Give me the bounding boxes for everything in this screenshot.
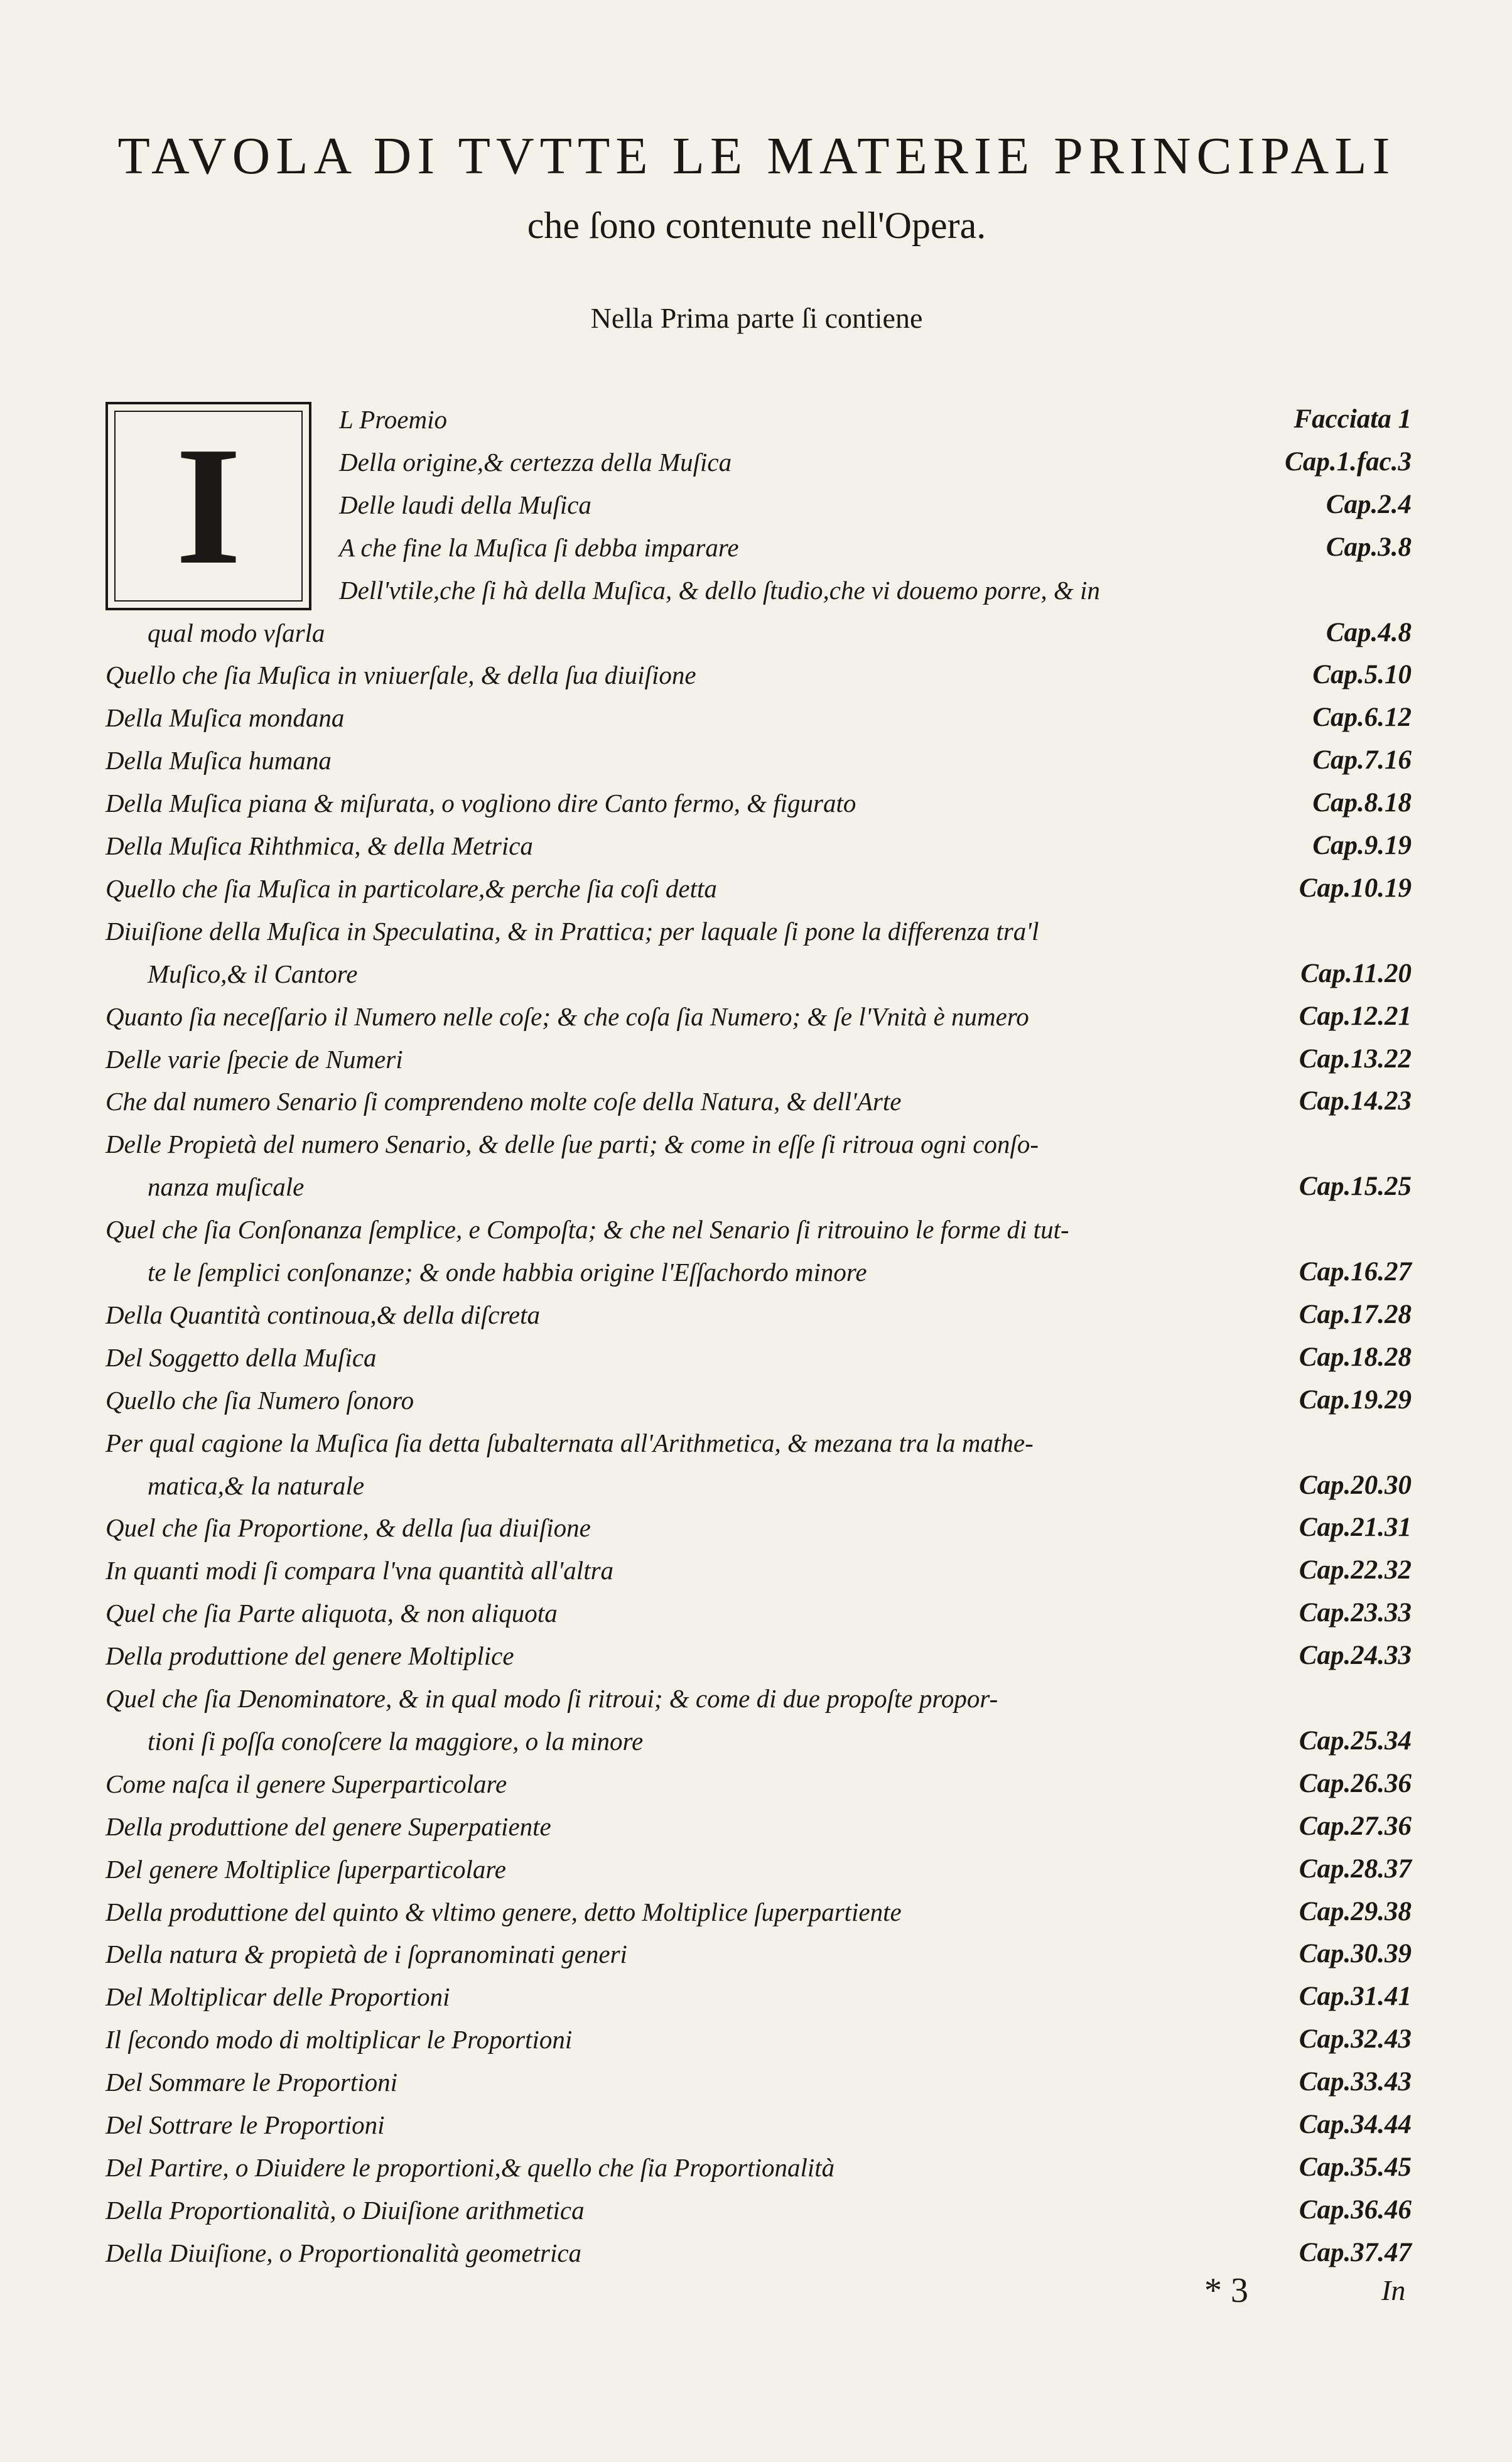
toc-entry-title: Della produttione del genere Superpatiente	[105, 1812, 551, 1841]
toc-entry-ref: Cap.1.fac.3	[1285, 447, 1412, 477]
toc-entry	[105, 784, 1412, 822]
toc-entry-ref: Cap.5.10	[1312, 660, 1412, 689]
toc-entry	[105, 1680, 1412, 1717]
toc-entry-title: Diuiſione della Muſica in Speculatina, & in Prattica; per laquale ſi pone la differenza tra'l	[105, 917, 1039, 946]
toc-entry-ref: Cap.23.33	[1299, 1598, 1412, 1628]
toc-entry-ref: Cap.26.36	[1299, 1769, 1412, 1798]
toc-entry	[105, 827, 1412, 865]
toc-entry-title: te le ſemplici conſonanze; & onde habbia origine l'Eſſachordo minore	[148, 1258, 867, 1287]
toc-entry-title: Quel che ſia Parte aliquota, & non aliquota	[105, 1599, 558, 1628]
toc-entry-title: Della origine,& certezza della Muſica	[339, 448, 732, 477]
toc-entry-title: Della produttione del quinto & vltimo genere, detto Moltiplice ſuperpartiente	[105, 1898, 902, 1926]
toc-entry-title: Quello che ſia Numero ſonoro	[105, 1386, 414, 1415]
toc-entry-title: nanza muſicale	[148, 1172, 305, 1201]
toc-entry-ref: Cap.32.43	[1299, 2024, 1412, 2054]
toc-entry	[105, 912, 1412, 950]
toc-entry-title: Del Moltiplicar delle Proportioni	[105, 1982, 450, 2011]
toc-entry	[105, 1509, 1412, 1547]
toc-entry-title: Del Sottrare le Proportioni	[105, 2110, 385, 2139]
toc-entry	[105, 2234, 1412, 2272]
toc-entry-title: Muſico,& il Cantore	[148, 959, 358, 988]
toc-entry-ref: Cap.18.28	[1299, 1342, 1412, 1372]
toc-entry-ref: Cap.36.46	[1299, 2195, 1412, 2225]
toc-entry	[105, 1424, 1412, 1462]
toc-entry-ref: Cap.9.19	[1312, 831, 1412, 860]
toc-entry	[339, 571, 1412, 609]
toc-entry-title: Delle varie ſpecie de Numeri	[105, 1045, 403, 1074]
toc-entry-title: Della Muſica Rihthmica, & della Metrica	[105, 831, 533, 860]
toc-entry	[339, 401, 1412, 438]
toc-entry-title: Come naſca il genere Superparticolare	[105, 1769, 507, 1798]
toc-entry	[148, 1253, 1412, 1291]
toc-entry-title: Della Proportionalità, o Diuiſione arithmetica	[105, 2196, 585, 2225]
toc-entry-ref: Cap.19.29	[1299, 1385, 1412, 1415]
toc-entry-ref: Cap.33.43	[1299, 2067, 1412, 2097]
catchword: In	[1381, 2274, 1406, 2306]
toc-entry	[105, 656, 1412, 694]
signature-mark: * 3	[1204, 2271, 1248, 2310]
toc-entry	[105, 1594, 1412, 1632]
toc-entry-title: Quel che ſia Proportione, & della ſua diuiſione	[105, 1513, 591, 1542]
toc-entry-title: Che dal numero Senario ſi comprendeno molte coſe della Natura, & dell'Arte	[105, 1087, 902, 1116]
toc-entry-title: Quello che ſia Muſica in particolare,& perche ſia coſi detta	[105, 874, 717, 903]
page-title: TAVOLA DI TVTTE LE MATERIE PRINCIPALI	[117, 127, 1396, 185]
toc-entry	[105, 1850, 1412, 1888]
toc-entry-title: Per qual cagione la Muſica ſia detta ſubalternata all'Arithmetica, & mezana tra la mathe-	[105, 1428, 1034, 1457]
toc-entry	[105, 1040, 1412, 1078]
toc-entry-ref: Cap.22.32	[1299, 1555, 1412, 1585]
toc-entry	[105, 870, 1412, 907]
toc-entry-title: Del Sommare le Proportioni	[105, 2068, 397, 2097]
toc-entry	[339, 443, 1412, 481]
toc-entry-ref: Cap.24.33	[1299, 1641, 1412, 1670]
toc-entry-title: A che fine la Muſica ſi debba imparare	[339, 533, 739, 562]
toc-entry	[105, 1765, 1412, 1803]
toc-entry-title: Del Soggetto della Muſica	[105, 1343, 377, 1372]
toc-entry	[105, 1637, 1412, 1675]
toc-entry-ref: Cap.8.18	[1312, 788, 1412, 818]
toc-entry	[105, 998, 1412, 1035]
toc-entry-ref: Cap.29.38	[1299, 1897, 1412, 1926]
toc-entry-title: matica,& la naturale	[148, 1471, 365, 1500]
toc-entry-title: Quel che ſia Conſonanza ſemplice, e Compoſta; & che nel Senario ſi ritrouino le forme di tut-	[105, 1215, 1069, 1244]
toc-entry	[105, 2191, 1412, 2229]
toc-entry	[148, 955, 1412, 993]
toc-entry-ref: Cap.12.21	[1299, 1002, 1412, 1031]
toc-entry	[148, 1467, 1412, 1504]
toc-entry	[105, 1935, 1412, 1973]
toc-entry-title: Delle laudi della Muſica	[339, 490, 591, 519]
toc-entry-ref: Cap.13.22	[1299, 1044, 1412, 1074]
section-heading: Nella Prima parte ſi contiene	[590, 302, 923, 334]
toc-entry-title: Della produttione del genere Moltiplice	[105, 1641, 514, 1670]
toc-entry-title: Della Diuiſione, o Proportionalità geometrica	[105, 2238, 582, 2267]
toc-entry-title: Quello che ſia Muſica in vniuerſale, & della ſua diuiſione	[105, 661, 696, 689]
toc-entry-ref: Cap.7.16	[1312, 745, 1412, 775]
toc-entry-ref: Cap.15.25	[1299, 1172, 1412, 1201]
toc-entry-ref: Cap.28.37	[1299, 1854, 1412, 1884]
toc-entry-title: Delle Propietà del numero Senario, & delle ſue parti; & come in eſſe ſi ritroua ogni conſo-	[105, 1130, 1039, 1158]
toc-entry-title: Del Partire, o Diuidere le proportioni,& quello che ſia Proportionalità	[105, 2153, 835, 2182]
toc-entry-ref: Cap.4.8	[1326, 618, 1412, 647]
toc-entry-ref: Facciata 1	[1293, 404, 1412, 434]
toc-entry	[105, 1552, 1412, 1589]
toc-entry-title: tioni ſi poſſa conoſcere la maggiore, o la minore	[148, 1727, 644, 1756]
toc-entry	[105, 1083, 1412, 1120]
toc-entry-title: Del genere Moltiplice ſuperparticolare	[105, 1855, 506, 1884]
toc-entry	[339, 529, 1412, 566]
toc-entry	[105, 1381, 1412, 1419]
toc-entry-title: Il ſecondo modo di moltiplicar le Proportioni	[105, 2025, 573, 2054]
toc-entry-ref: Cap.37.47	[1299, 2238, 1412, 2267]
toc-entry-ref: Cap.16.27	[1299, 1257, 1412, 1287]
toc-entry-title: Dell'vtile,che ſi hà della Muſica, & dello ſtudio,che vi douemo porre, & in	[339, 576, 1100, 605]
toc-entry	[105, 2063, 1412, 2101]
toc-entry	[105, 1893, 1412, 1931]
toc-entry-ref: Cap.17.28	[1299, 1300, 1412, 1329]
toc-entry-ref: Cap.30.39	[1299, 1939, 1412, 1968]
toc-entry	[105, 1339, 1412, 1376]
toc-entry-title: Quel che ſia Denominatore, & in qual modo ſi ritroui; & come di due propoſte propor-	[105, 1684, 998, 1713]
toc-entry-ref: Cap.31.41	[1299, 1982, 1412, 2011]
toc-entry-ref: Cap.6.12	[1312, 703, 1412, 732]
toc-entry-ref: Cap.10.19	[1299, 873, 1412, 903]
toc-entry	[105, 1211, 1412, 1248]
toc-entry-ref: Cap.21.31	[1299, 1513, 1412, 1542]
toc-entry-ref: Cap.20.30	[1299, 1471, 1412, 1500]
toc-entry-title: Quanto ſia neceſſario il Numero nelle coſe; & che coſa ſia Numero; & ſe l'Vnità è numero	[105, 1002, 1029, 1031]
toc-entry-ref: Cap.11.20	[1300, 959, 1412, 988]
toc-entry	[105, 742, 1412, 779]
toc-entry	[105, 1808, 1412, 1845]
toc-entry-title: Della Muſica piana & miſurata, o vogliono dire Canto fermo, & figurato	[105, 789, 856, 818]
toc-entry	[148, 1722, 1412, 1760]
toc-entry-title: In quanti modi ſi compara l'vna quantità all'altra	[105, 1556, 614, 1585]
page-subtitle: che ſono contenute nell'Opera.	[527, 205, 986, 246]
toc-entry-ref: Cap.2.4	[1326, 490, 1412, 519]
toc-entry	[148, 614, 1412, 652]
toc-entry	[105, 1125, 1412, 1163]
initial-letter: I	[175, 412, 242, 600]
toc-entry-ref: Cap.35.45	[1299, 2152, 1412, 2182]
toc-entry	[105, 1978, 1412, 2016]
toc-entry	[105, 1296, 1412, 1334]
toc-entry-title: Della Quantità continoua,& della diſcreta	[105, 1300, 540, 1329]
toc-entry	[105, 699, 1412, 737]
toc-entry	[148, 1168, 1412, 1206]
toc-entry-title: qual modo vſarla	[148, 618, 325, 647]
toc-entry	[105, 2021, 1412, 2058]
toc-entry-title: Della Muſica mondana	[105, 703, 345, 732]
toc-entry-ref: Cap.34.44	[1299, 2110, 1412, 2139]
toc-entry-ref: Cap.25.34	[1299, 1726, 1412, 1756]
toc-entry-ref: Cap.14.23	[1299, 1086, 1412, 1116]
toc-entry-ref: Cap.27.36	[1299, 1811, 1412, 1841]
toc-entry-title: L Proemio	[339, 405, 447, 434]
toc-entry-title: Della natura & propietà de i ſopranominati generi	[105, 1940, 627, 1968]
toc-entry	[105, 2149, 1412, 2186]
toc-entry-ref: Cap.3.8	[1326, 532, 1412, 562]
toc-entry-title: Della Muſica humana	[105, 746, 332, 775]
toc-entry	[339, 486, 1412, 524]
toc-entry	[105, 2106, 1412, 2144]
